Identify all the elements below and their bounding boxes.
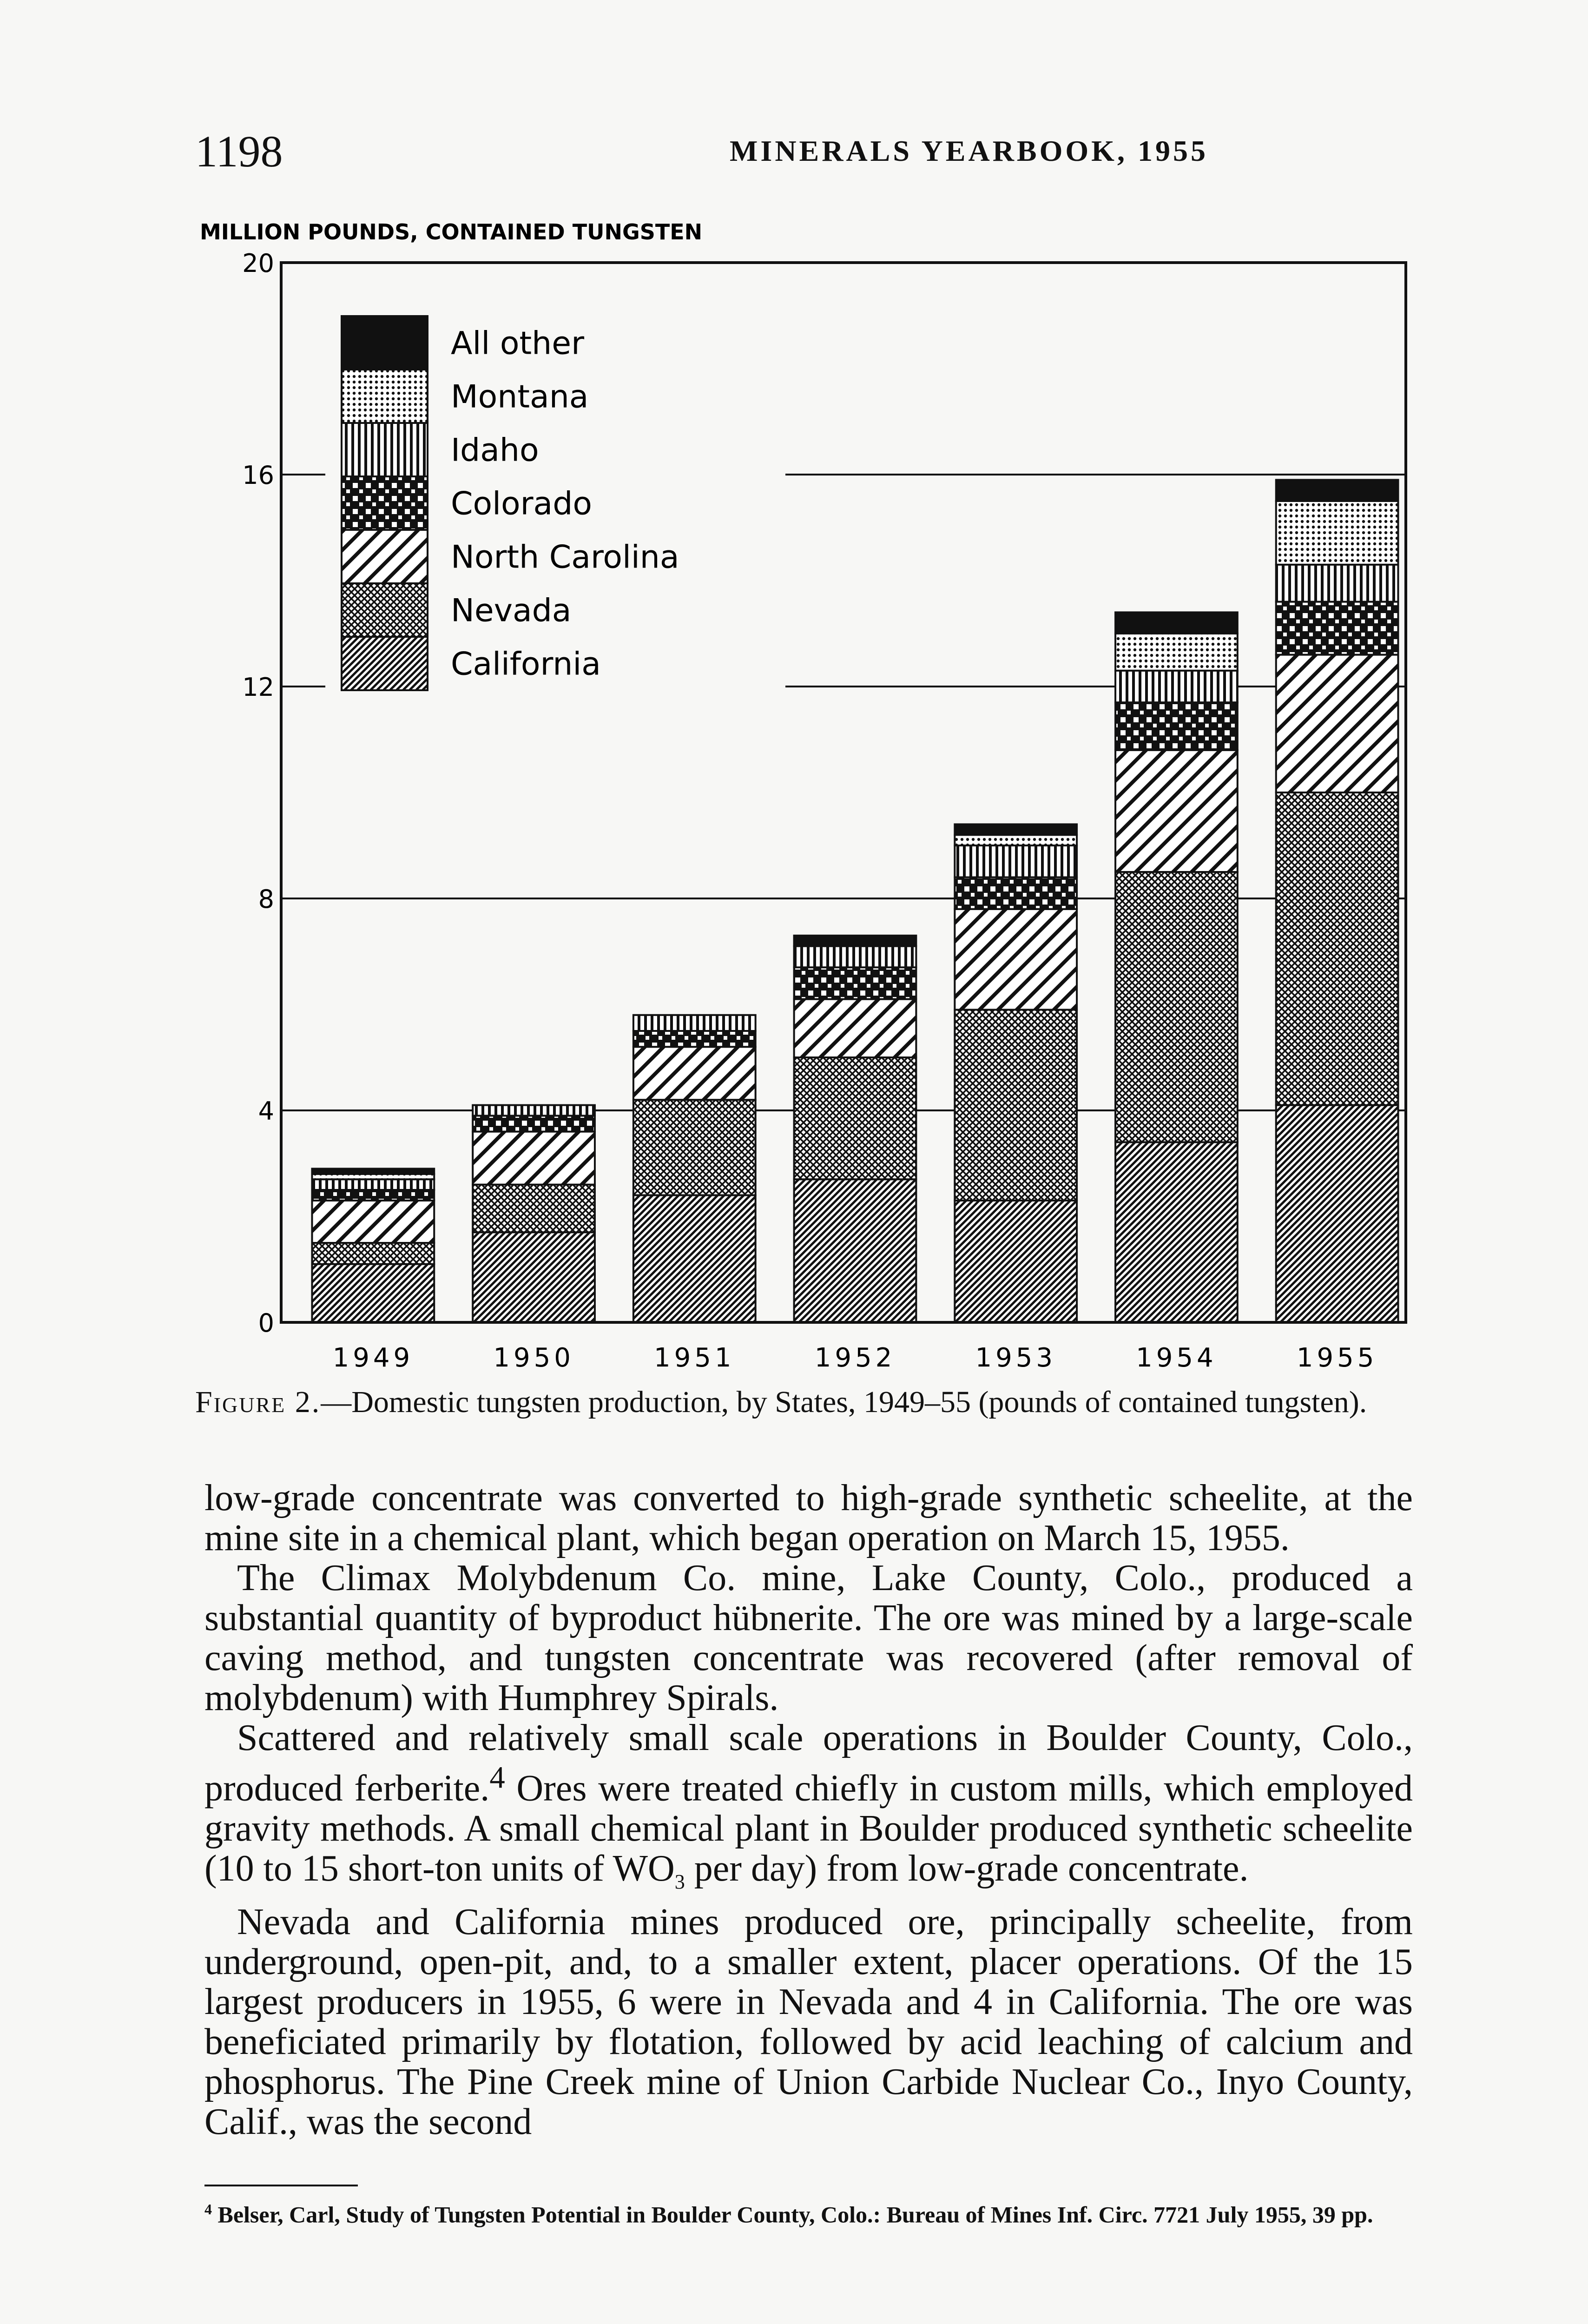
paragraph-3-part-c: per day) from low-grade concentrate.: [685, 1848, 1249, 1889]
legend-label-idaho: Idaho: [451, 432, 539, 469]
paragraph-4: Nevada and California mines produced ore, principally scheelite, from underground, open-pit, and, to a smaller extent, placer operations. Of the 15 largest producers in 1955, 6 were in Nevada and 4 in California. The ore was beneficiated primarily by flotation, followed by acid leaching of calcium and phosphorus. The Pine Creek mine of Union Carbide Nuclear Co., Inyo County, Calif., was the second: [204, 1901, 1413, 2142]
running-title: MINERALS YEARBOOK, 1955: [730, 134, 1208, 167]
x-tick-labels: [333, 1343, 1378, 1373]
footnote-divider: [204, 2185, 358, 2186]
bar-segment-idaho-1952: [794, 946, 916, 968]
legend-label-california: California: [451, 646, 601, 683]
figure-caption-text: —Domestic tungsten production, by States, 1949–55 (pounds of contained tungsten).: [321, 1385, 1367, 1419]
footnote-marker: 4: [204, 2201, 212, 2218]
bar-segment-colorado-1951: [633, 1031, 756, 1047]
bar-segment-nevada-1949: [312, 1243, 434, 1264]
bar-segment-all-other-1949: [312, 1169, 434, 1174]
paragraph-3-part-b: Ores were treated chiefly in custom mills, which employed gravity methods. A small chemical plant in Boulder produced synthetic scheelite (10 to 15 short-ton units of WO: [204, 1768, 1413, 1889]
x-tick-label: 1955: [1296, 1343, 1378, 1373]
legend-swatch-north-carolina: [342, 530, 428, 583]
legend-swatch-all-other: [342, 316, 428, 370]
bar-segment-idaho-1949: [312, 1179, 434, 1190]
bar-segment-colorado-1955: [1276, 602, 1398, 655]
bar-segment-california-1953: [955, 1201, 1077, 1322]
bar-segment-north-carolina-1954: [1115, 750, 1238, 872]
bar-segment-nevada-1955: [1276, 792, 1398, 1105]
footnote-text: Belser, Carl, Study of Tungsten Potential in Boulder County, Colo.: Bureau of Mines Inf. Circ. 7721 July 1955, 39 pp.: [212, 2201, 1373, 2228]
footnote: [204, 2196, 1413, 2228]
figure-caption: [195, 1385, 1413, 1419]
bar-segment-nevada-1953: [955, 1010, 1077, 1200]
bar-segment-north-carolina-1955: [1276, 655, 1398, 792]
paragraph-2: The Climax Molybdenum Co. mine, Lake County, Colo., produced a substantial quantity of byproduct hübnerite. The ore was mined by a large-scale caving method, and tungsten concentrate was recovered (after removal of molybdenum) with Humphrey Spirals.: [204, 1558, 1413, 1718]
bar-segment-colorado-1954: [1115, 702, 1238, 750]
y-tick-label: 16: [242, 461, 274, 490]
bar-segment-idaho-1954: [1115, 671, 1238, 702]
paragraph-3-part-a: Scattered and relatively small scale operations in Boulder County, Colo., produced ferberite.: [204, 1717, 1413, 1809]
bar-segment-all-other-1953: [955, 824, 1077, 835]
bar-segment-north-carolina-1950: [473, 1132, 595, 1185]
bar-segment-colorado-1949: [312, 1190, 434, 1201]
subscript-3: 3: [674, 1870, 685, 1893]
bar-segment-all-other-1952: [794, 936, 916, 946]
x-tick-label: 1949: [332, 1343, 414, 1373]
x-tick-label: 1950: [493, 1343, 574, 1373]
legend-label-north-carolina: North Carolina: [451, 539, 679, 576]
body-text: [204, 1478, 1413, 2142]
y-tick-labels: [242, 249, 274, 1338]
bar-segment-colorado-1950: [473, 1116, 595, 1131]
bar-segment-colorado-1952: [794, 967, 916, 999]
legend-swatch-idaho: [342, 423, 428, 476]
bar-segment-colorado-1953: [955, 877, 1077, 909]
legend-label-montana: Montana: [451, 378, 589, 416]
footnote-reference: 4: [489, 1761, 505, 1795]
bar-segment-nevada-1950: [473, 1185, 595, 1233]
paragraph-3: [204, 1718, 1413, 1902]
legend-swatch-colorado: [342, 476, 428, 530]
page-number: 1198: [195, 126, 283, 176]
bar-segment-montana-1954: [1115, 634, 1238, 671]
y-axis-label: MILLION POUNDS, CONTAINED TUNGSTEN: [200, 219, 703, 244]
y-tick-label: 12: [242, 673, 274, 702]
bar-segment-all-other-1954: [1115, 612, 1238, 634]
bar-segment-north-carolina-1951: [633, 1047, 756, 1100]
bar-segment-north-carolina-1949: [312, 1201, 434, 1243]
bar-segment-nevada-1951: [633, 1100, 756, 1195]
bar-segment-california-1950: [473, 1232, 595, 1322]
paragraph-1: low-grade concentrate was converted to high-grade synthetic scheelite, at the mine site in a chemical plant, which began operation on March 15, 1955.: [204, 1478, 1413, 1558]
y-tick-label: 0: [258, 1308, 274, 1338]
legend-label-nevada: Nevada: [451, 592, 572, 629]
bar-segment-all-other-1955: [1276, 480, 1398, 501]
legend-swatch-california: [342, 637, 428, 690]
bar-segment-north-carolina-1953: [955, 909, 1077, 1010]
bar-segment-montana-1953: [955, 835, 1077, 845]
x-tick-label: 1951: [654, 1343, 735, 1373]
legend-label-all-other: All other: [451, 325, 585, 362]
bar-segment-montana-1955: [1276, 501, 1398, 565]
chart-legend: [342, 316, 679, 690]
legend-swatch-montana: [342, 370, 428, 423]
x-tick-label: 1952: [814, 1343, 896, 1373]
bar-segment-nevada-1952: [794, 1057, 916, 1179]
bar-segment-california-1952: [794, 1179, 916, 1322]
x-tick-label: 1953: [975, 1343, 1056, 1373]
bar-segment-nevada-1954: [1115, 872, 1238, 1142]
y-tick-label: 8: [258, 885, 274, 914]
bar-segment-north-carolina-1952: [794, 999, 916, 1057]
bar-segment-idaho-1953: [955, 845, 1077, 877]
bar-segment-california-1955: [1276, 1105, 1398, 1322]
legend-label-colorado: Colorado: [451, 485, 592, 522]
y-tick-label: 20: [242, 249, 274, 278]
bar-segment-california-1949: [312, 1264, 434, 1322]
figure-label: Figure 2.: [195, 1385, 321, 1419]
bar-segment-idaho-1955: [1276, 565, 1398, 602]
x-tick-label: 1954: [1136, 1343, 1217, 1373]
bar-segment-idaho-1950: [473, 1105, 595, 1116]
bar-segment-california-1954: [1115, 1142, 1238, 1322]
bar-segment-california-1951: [633, 1195, 756, 1322]
legend-swatch-nevada: [342, 583, 428, 637]
bar-segment-idaho-1951: [633, 1015, 756, 1031]
y-tick-label: 4: [258, 1096, 274, 1126]
